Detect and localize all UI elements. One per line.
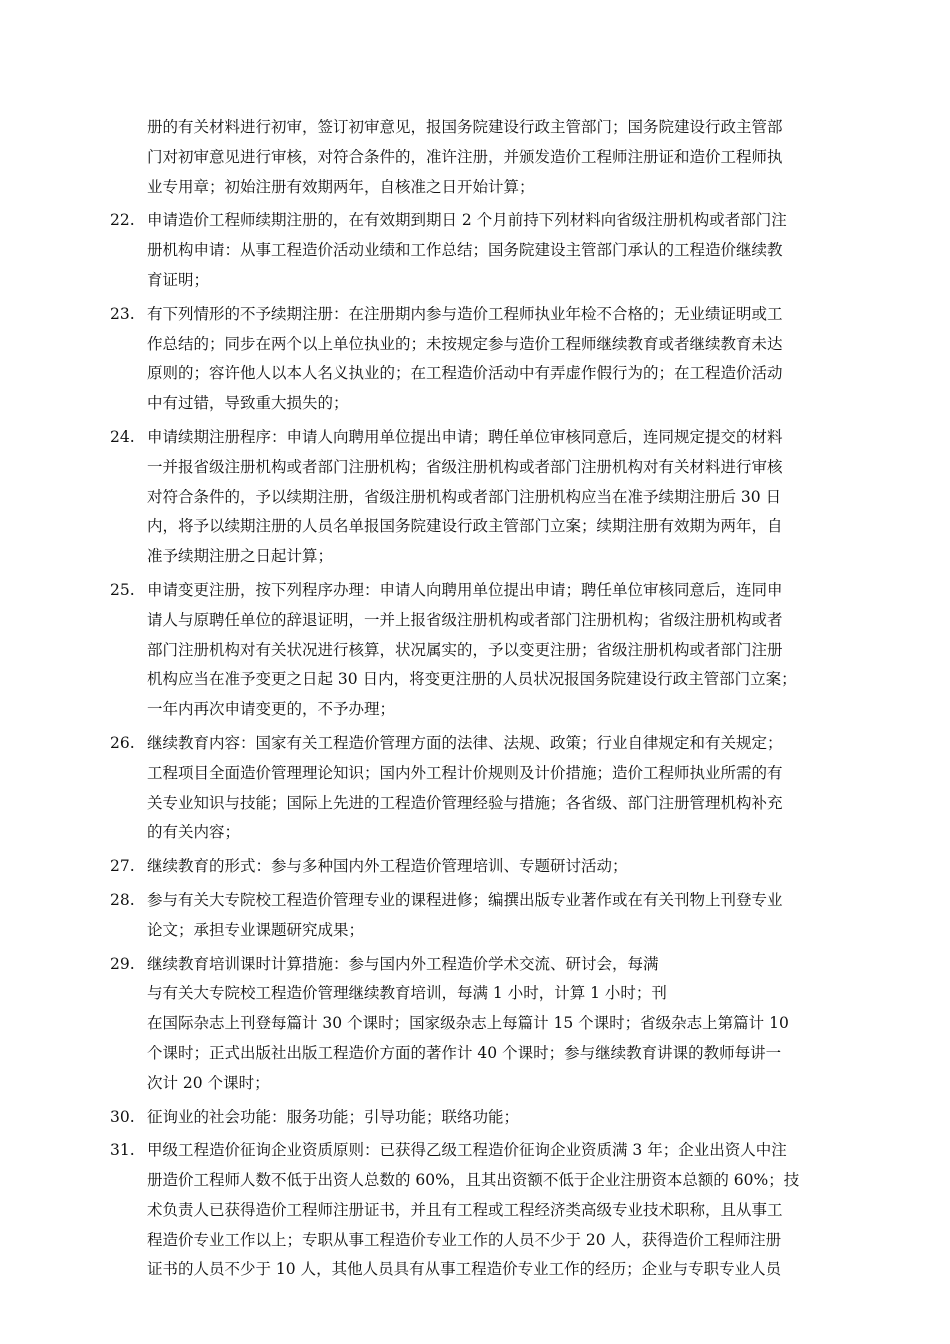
line-text: 征询业的社会功能：服务功能；引导功能；联络功能；: [147, 1107, 520, 1126]
line-text: 内，将予以续期注册的人员名单报国务院建设行政主管部门立案；续期注册有效期为两年，自: [147, 517, 783, 536]
text-line: [110, 423, 845, 453]
line-text: 机构应当在准予变更之日起 30 日内，将变更注册的人员状况报国务院建设行政主管部门立案；: [147, 670, 797, 689]
text-line: [110, 143, 845, 173]
line-text: 原则的；容许他人以本人名义执业的；在工程造价活动中有弄虚作假行为的；在工程造价活动: [147, 364, 783, 383]
line-text: 关专业知识与技能；国际上先进的工程造价管理经验与措施；各省级、部门注册管理机构补充: [147, 793, 783, 812]
line-text: 申请续期注册程序：申请人向聘用单位提出申请；聘任单位审核同意后，连同规定提交的材料: [147, 427, 783, 446]
list-item: [110, 1103, 845, 1133]
line-text: 册机构申请：从事工程造价活动业绩和工作总结；国务院建设主管部门承认的工程造价继续教: [147, 241, 783, 260]
text-line: [110, 886, 845, 916]
list-item: [110, 852, 845, 882]
line-text: 业专用章；初始注册有效期两年，自核准之日开始计算；: [147, 177, 535, 196]
line-text: 有下列情形的不予续期注册：在注册期内参与造价工程师执业年检不合格的；无业绩证明或工: [147, 304, 783, 323]
item-number: 25.: [110, 580, 135, 599]
text-line: [110, 1166, 845, 1196]
text-line: [110, 759, 845, 789]
line-text: 参与有关大专院校工程造价管理专业的课程进修；编撰出版专业著作或在有关刊物上刊登专业: [147, 890, 783, 909]
line-text: 术负责人已获得造价工程师注册证书，并且有工程或工程经济类高级专业技术职称，且从事工: [147, 1200, 783, 1219]
line-text: 册造价工程师人数不低于出资人总数的 60%，且其出资额不低于企业注册资本总额的 60%；技: [147, 1171, 800, 1190]
line-text: 与有关大专院校工程造价管理继续教育培训，每满 1 小时，计算 1 小时；刊: [147, 984, 667, 1003]
list-item: [110, 576, 845, 725]
text-line: [110, 576, 845, 606]
line-text: 育证明；: [147, 270, 210, 289]
line-text: 工程项目全面造价管理理论知识；国内外工程计价规则及计价措施；造价工程师执业所需的有: [147, 763, 783, 782]
line-text: 程造价专业工作以上；专职从事工程造价专业工作的人员不少于 20 人，获得造价工程师注册: [147, 1230, 782, 1249]
line-text: 准予续期注册之日起计算；: [147, 547, 334, 566]
text-line: [110, 606, 845, 636]
text-line: [110, 1039, 845, 1069]
list-item: [110, 729, 845, 848]
item-number: 26.: [110, 733, 135, 752]
line-text: 在国际杂志上刊登每篇计 30 个课时；国家级杂志上每篇计 15 个课时；省级杂志上第篇计 10: [147, 1014, 789, 1033]
line-text: 申请造价工程师续期注册的，在有效期到期日 2 个月前持下列材料向省级注册机构或者部门注: [147, 211, 787, 230]
line-text: 中有过错，导致重大损失的；: [147, 394, 349, 413]
line-text: 继续教育培训课时计算措施：参与国内外工程造价学术交流、研讨会，每满: [147, 954, 659, 973]
line-text: 的有关内容；: [147, 823, 241, 842]
text-line: [110, 1103, 845, 1133]
text-line: [110, 695, 845, 725]
text-line: [110, 1069, 845, 1099]
item-number: 29.: [110, 954, 135, 973]
text-line: [110, 113, 845, 143]
line-text: 部门注册机构对有关状况进行核算，状况属实的，予以变更注册；省级注册机构或者部门注册: [147, 640, 783, 659]
text-line: [110, 789, 845, 819]
line-text: 继续教育的形式：参与多种国内外工程造价管理培训、专题研讨活动；: [147, 857, 628, 876]
text-line: [110, 300, 845, 330]
item-number: 24.: [110, 427, 135, 446]
text-line: [110, 512, 845, 542]
text-line: [110, 665, 845, 695]
item-number: 27.: [110, 857, 135, 876]
line-text: 请人与原聘任单位的辞退证明，一并上报省级注册机构或者部门注册机构；省级注册机构或者: [147, 610, 783, 629]
text-line: [110, 453, 845, 483]
item-number: 30.: [110, 1107, 135, 1126]
text-line: [110, 173, 845, 203]
item-number: 28.: [110, 890, 135, 909]
line-text: 证书的人员不少于 10 人，其他人员具有从事工程造价专业工作的经历；企业与专职专业人员: [147, 1260, 782, 1279]
text-line: [110, 818, 845, 848]
line-text: 甲级工程造价征询企业资质原则：已获得乙级工程造价征询企业资质满 3 年；企业出资人中注: [147, 1141, 787, 1160]
text-line: [110, 636, 845, 666]
text-line: [110, 729, 845, 759]
text-line: [110, 359, 845, 389]
text-line: [110, 1009, 845, 1039]
line-text: 一并报省级注册机构或者部门注册机构；省级注册机构或者部门注册机构对有关材料进行审核: [147, 457, 783, 476]
list-item: [110, 300, 845, 419]
line-text: 论文；承担专业课题研究成果；: [147, 920, 365, 939]
list-item: [110, 1136, 845, 1285]
item-number: 23.: [110, 304, 135, 323]
text-line: [110, 330, 845, 360]
text-line: [110, 206, 845, 236]
list-item: [110, 950, 845, 1099]
item-number: 31.: [110, 1141, 135, 1160]
text-line: [110, 916, 845, 946]
line-text: 门对初审意见进行审核，对符合条件的，准许注册，并颁发造价工程师注册证和造价工程师执: [147, 147, 783, 166]
text-line: [110, 542, 845, 572]
text-line: [110, 979, 845, 1009]
line-text: 对符合条件的，予以续期注册，省级注册机构或者部门注册机构应当在准予续期注册后 30 日: [147, 487, 782, 506]
line-text: 一年内再次申请变更的，不予办理；: [147, 700, 396, 719]
numbered-list: [110, 113, 845, 1285]
list-item: [110, 423, 845, 572]
text-line: [110, 266, 845, 296]
text-line: [110, 1226, 845, 1256]
text-line: [110, 1255, 845, 1285]
item-number: 22.: [110, 211, 135, 230]
line-text: 作总结的；同步在两个以上单位执业的；未按规定参与造价工程师继续教育或者继续教育未达: [147, 334, 783, 353]
text-line: [110, 1196, 845, 1226]
line-text: 继续教育内容：国家有关工程造价管理方面的法律、法规、政策；行业自律规定和有关规定；: [147, 733, 783, 752]
list-item: [110, 113, 845, 202]
text-line: [110, 1136, 845, 1166]
line-text: 个课时；正式出版社出版工程造价方面的著作计 40 个课时；参与继续教育讲课的教师每讲一: [147, 1043, 782, 1062]
text-line: [110, 950, 845, 980]
text-line: [110, 236, 845, 266]
line-text: 次计 20 个课时；: [147, 1073, 270, 1092]
line-text: 册的有关材料进行初审，签订初审意见，报国务院建设行政主管部门；国务院建设行政主管部: [147, 118, 783, 136]
list-item: [110, 206, 845, 295]
text-line: [110, 852, 845, 882]
list-item: [110, 886, 845, 946]
line-text: 申请变更注册，按下列程序办理：申请人向聘用单位提出申请；聘任单位审核同意后，连同申: [147, 580, 783, 599]
text-line: [110, 389, 845, 419]
text-line: [110, 483, 845, 513]
